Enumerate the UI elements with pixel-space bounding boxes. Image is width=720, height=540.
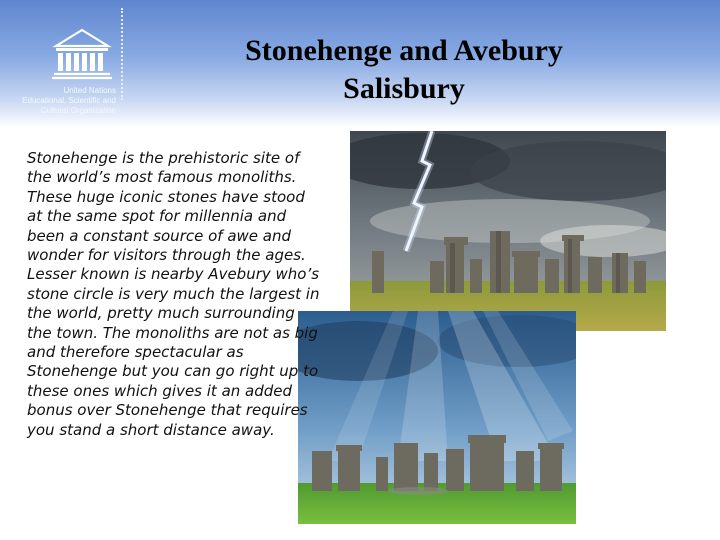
stonehenge-storm-photo xyxy=(350,131,666,331)
unesco-temple-icon xyxy=(50,26,114,80)
logo-divider xyxy=(121,8,123,100)
org-line-2: Educational, Scientific and xyxy=(22,96,116,105)
org-line-3: Cultural Organization xyxy=(40,106,116,115)
slide-title xyxy=(200,32,608,108)
title-line-2: Salisbury xyxy=(343,72,465,105)
stonehenge-sunrays-photo xyxy=(298,311,576,524)
org-line-1: United Nations xyxy=(63,86,116,95)
organization-name xyxy=(4,86,116,116)
unesco-logo xyxy=(0,0,132,128)
body-paragraph: Stonehenge is the prehistoric site of the world’s most famous monoliths. These huge iconic stones have stood at the same spot for millennia and been a constant source of awe and wonder for visitors through the ages. Lesser known is nearby Avebury who’s stone circle is very much the largest in the world, pretty much surrounding the town. The monoliths are not as big and therefore spectacular as Stonehenge but you can go right up to these ones which gives it an added bonus over Stonehenge that requires you stand a short distance away. xyxy=(27,149,320,439)
title-line-1: Stonehenge and Avebury xyxy=(245,34,563,67)
